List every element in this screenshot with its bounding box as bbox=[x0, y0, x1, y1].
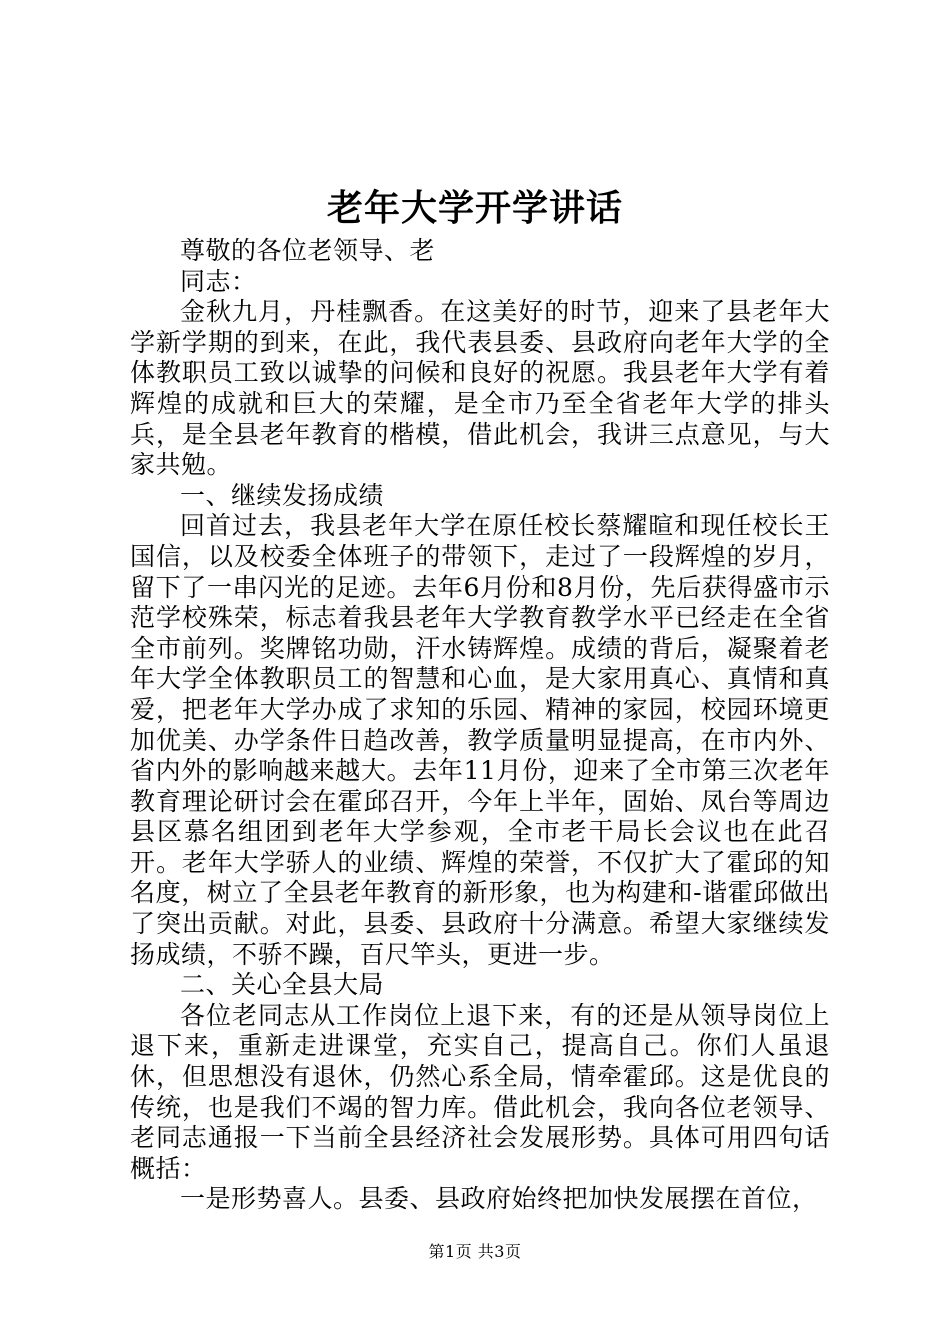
section-heading-2: 二、关心全县大局 bbox=[180, 970, 385, 1000]
document-body bbox=[130, 236, 830, 1215]
section-heading-1: 一、继续发扬成绩 bbox=[180, 480, 385, 510]
paragraph-section-2: 各位老同志从工作岗位上退下来，有的还是从领导岗位上退下来，重新走进课堂，充实自己，提高自己。你们人虽退休，但思想没有退休，仍然心系全局，情牵霍邱。这是优良的传统，也是我们不竭的智力库。借此机会，我向各位老领导、老同志通报一下当前全县经济社会发展形势。具体可用四句话概括： bbox=[130, 1000, 830, 1183]
salutation-line-2: 同志： bbox=[180, 266, 257, 296]
document-title: 老年大学开学讲话 bbox=[326, 187, 623, 229]
paragraph-opening: 金秋九月，丹桂飘香。在这美好的时节，迎来了县老年大学新学期的到来，在此，我代表县委、县政府向老年大学的全体教职员工致以诚挚的问候和良好的祝愿。我县老年大学有着辉煌的成就和巨大的荣耀，是全市乃至全省老年大学的排头兵，是全县老年教育的楷模，借此机会，我讲三点意见，与大家共勉。 bbox=[130, 297, 830, 480]
paragraph-section-1: 回首过去，我县老年大学在原任校长蔡耀暄和现任校长王国信，以及校委全体班子的带领下，走过了一段辉煌的岁月，留下了一串闪光的足迹。去年6月份和8月份，先后获得盛市示范学校殊荣，标志着我县老年大学教育教学水平已经走在全省全市前列。奖牌铭功勋，汗水铸辉煌。成绩的背后，凝聚着老年大学全体教职员工的智慧和心血，是大家用真心、真情和真爱，把老年大学办成了求知的乐园、精神的家园，校园环境更加优美、办学条件日趋改善，教学质量明显提高，在市内外、省内外的影响越来越大。去年11月份，迎来了全市第三次老年教育理论研讨会在霍邱召开，今年上半年，固始、凤台等周边县区慕名组团到老年大学参观，全市老干局长会议也在此召开。老年大学骄人的业绩、辉煌的荣誉，不仅扩大了霍邱的知名度，树立了全县老年教育的新形象，也为构建和-谐霍邱做出了突出贡献。对此，县委、县政府十分满意。希望大家继续发扬成绩，不骄不躁，百尺竿头，更进一步。 bbox=[130, 511, 830, 969]
salutation-line-1: 尊敬的各位老领导、老 bbox=[180, 236, 436, 265]
paragraph-point-1: 一是形势喜人。县委、县政府始终把加快发展摆在首位， bbox=[180, 1184, 818, 1214]
page-footer: 第1页 共3页 bbox=[428, 1242, 522, 1261]
